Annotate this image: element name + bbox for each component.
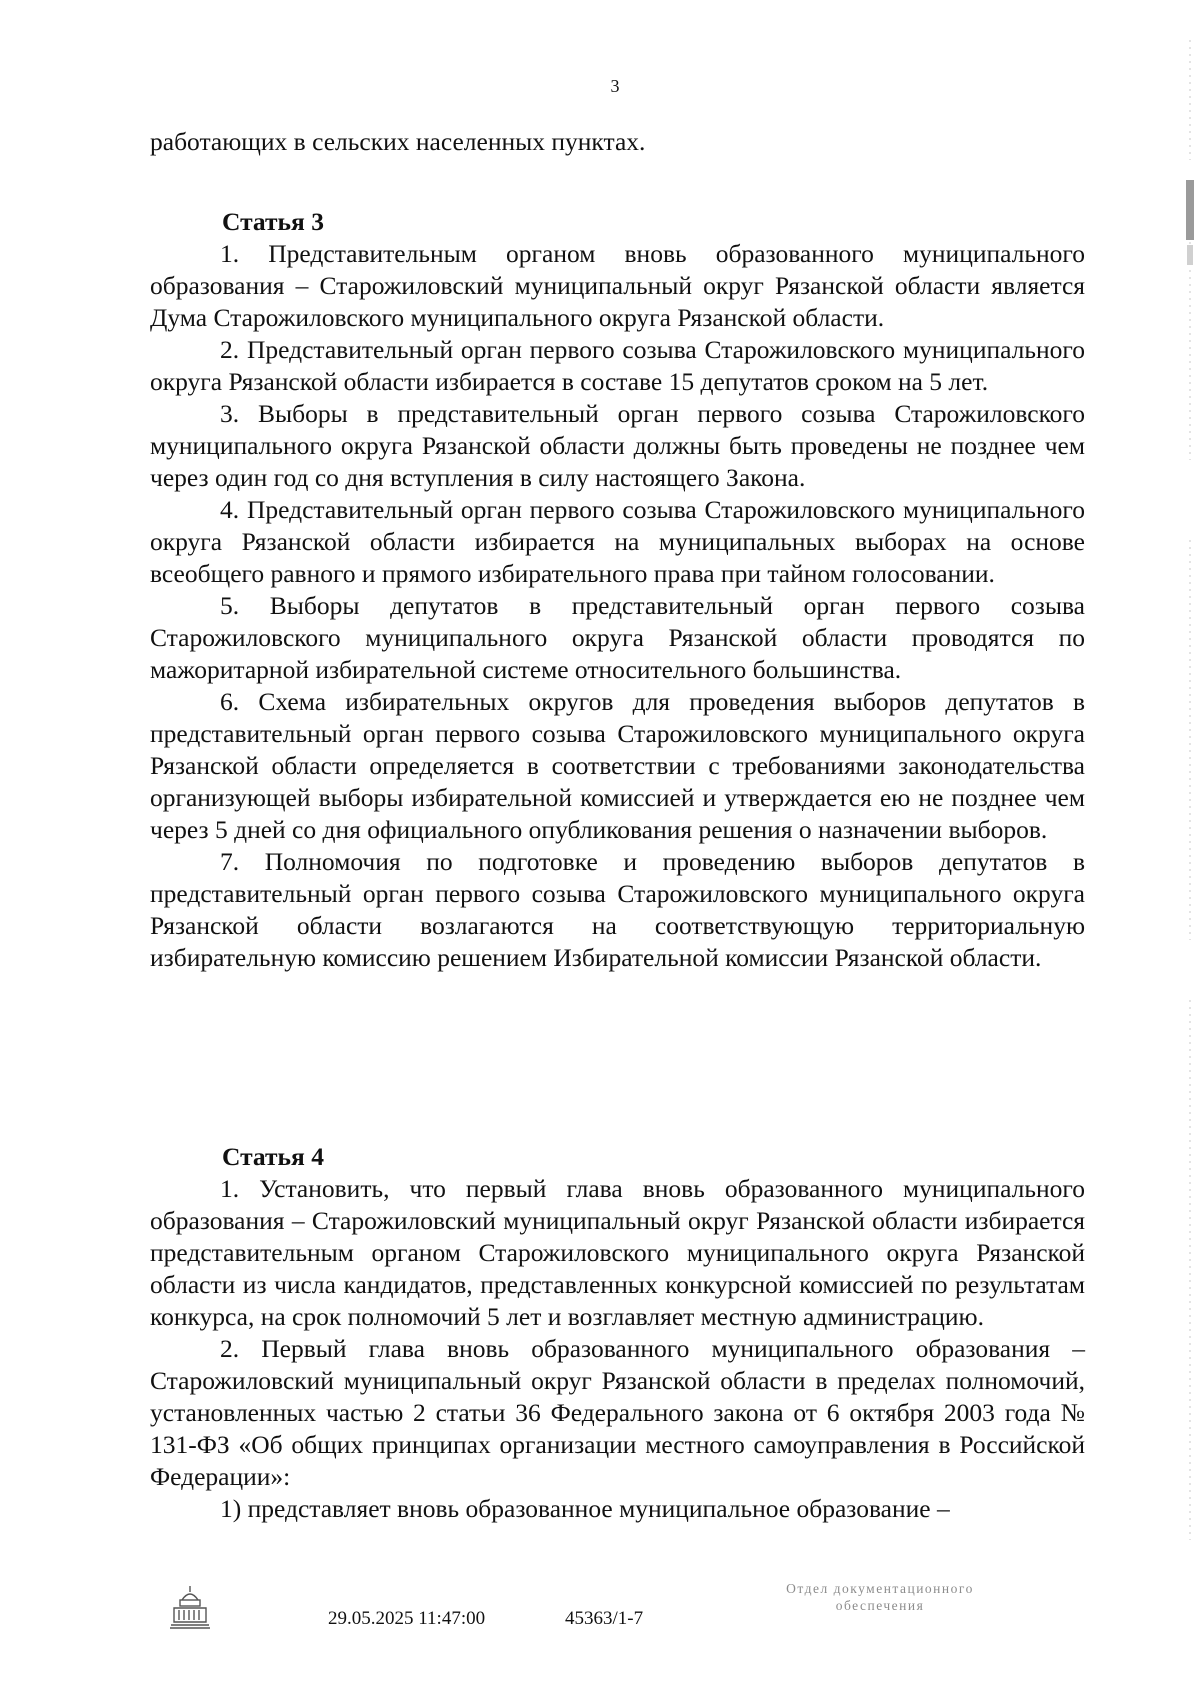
footer-registration-number: 45363/1-7 <box>565 1608 644 1629</box>
article-3-item-5: 5. Выборы депутатов в представительный орган первого созыва Старожиловского муниципального округа Рязанской области проводятся по мажоритарной избирательной системе относительного большинства. <box>150 591 1085 684</box>
article-3-item-7: 7. Полномочия по подготовке и проведению выборов депутатов в представительный орган первого созыва Старожиловского муниципального округа Рязанской области возлагаются на соответствующую территориальную избирательную комиссию решением Избирательной комиссии Рязанской области. <box>150 847 1085 972</box>
article-4 <box>150 1141 1085 1525</box>
article-3-item-6: 6. Схема избирательных округов для проведения выборов депутатов в представительный орган первого созыва Старожиловского муниципального округа Рязанской области определяется в соответствии с требованиями законодательства организующей выборы избирательной комиссией и утверждается ею не позднее чем через 5 дней со дня официального опубликования решения о назначении выборов. <box>150 687 1085 844</box>
intro-block <box>150 126 1085 158</box>
article-3-item-2: 2. Представительный орган первого созыва Старожиловского муниципального округа Рязанской области избирается в составе 15 депутатов сроком на 5 лет. <box>150 335 1085 396</box>
stamp-line-1: Отдел документационного <box>786 1581 974 1596</box>
footer-datetime: 29.05.2025 11:47:00 <box>328 1608 486 1629</box>
article-4-heading: Статья 4 <box>222 1142 324 1171</box>
page-number: 3 <box>610 76 620 96</box>
article-4-item-3: 1) представляет вновь образованное муниципальное образование – <box>220 1494 950 1523</box>
article-4-item-2: 2. Первый глава вновь образованного муниципального образования – Старожиловский муниципальный округ Рязанской области в пределах полномочий, установленных частью 2 статьи 36 Федерального закона от 6 октября 2003 года № 131-ФЗ «Об общих принципах организации местного самоуправления в Российской Федерации»: <box>150 1334 1085 1491</box>
duma-building-icon <box>168 1582 212 1630</box>
intro-paragraph: работающих в сельских населенных пунктах. <box>150 127 646 156</box>
article-3-item-3: 3. Выборы в представительный орган первого созыва Старожиловского муниципального округа Рязанской области должны быть проведены не позднее чем через один год со дня вступления в силу настоящего Закона. <box>150 399 1085 492</box>
stamp-line-2: обеспечения <box>835 1598 925 1613</box>
scan-margin-marks <box>1186 40 1194 1540</box>
department-stamp <box>730 1580 1030 1614</box>
article-4-item-1: 1. Установить, что первый глава вновь образованного муниципального образования – Старожиловский муниципальный округ Рязанской области избирается представительным органом Старожиловского муниципального округа Рязанской области из числа кандидатов, представленных конкурсной комиссией по результатам конкурса, на срок полномочий 5 лет и возглавляет местную администрацию. <box>150 1174 1085 1331</box>
article-3 <box>150 206 1085 974</box>
article-3-heading: Статья 3 <box>222 207 324 236</box>
article-3-item-4: 4. Представительный орган первого созыва Старожиловского муниципального округа Рязанской области избирается на муниципальных выборах на основе всеобщего равного и прямого избирательного права при тайном голосовании. <box>150 495 1085 588</box>
article-3-item-1: 1. Представительным органом вновь образованного муниципального образования – Старожиловский муниципальный округ Рязанской области является Дума Старожиловского муниципального округа Рязанской области. <box>150 239 1085 332</box>
